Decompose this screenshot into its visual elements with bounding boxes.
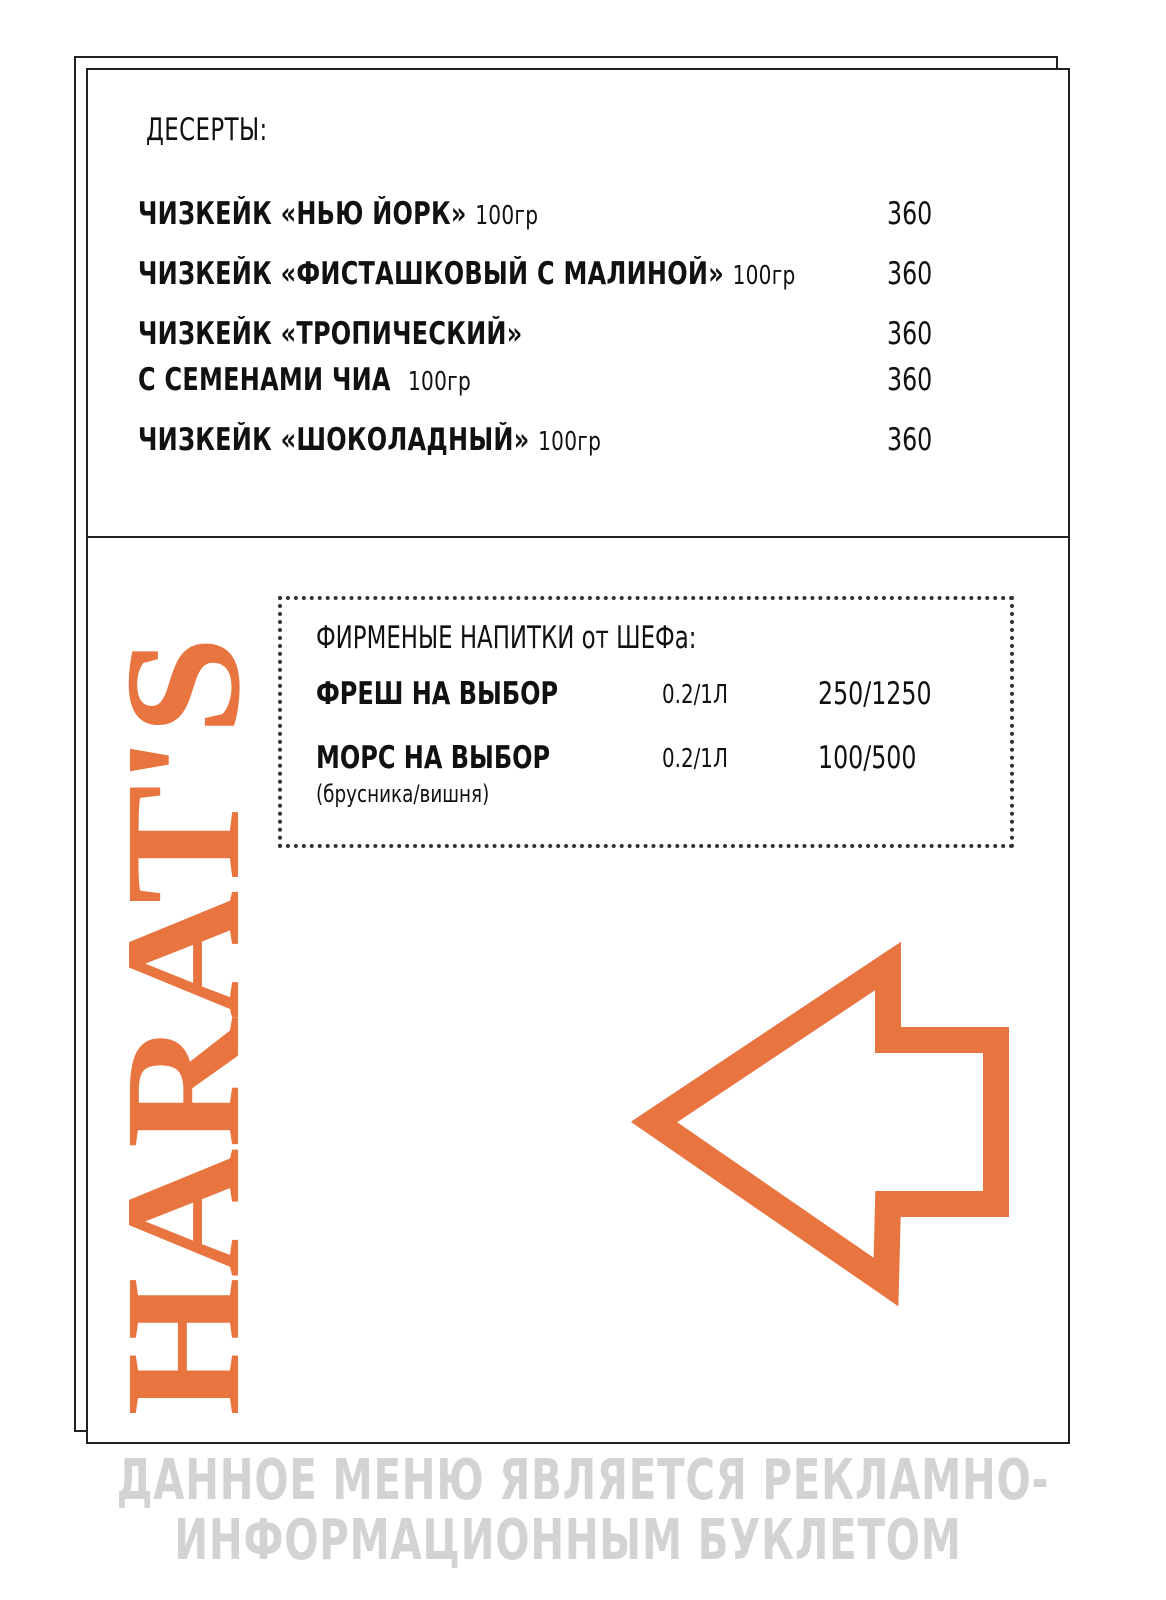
- item-name: С СЕМЕНАМИ ЧИА: [138, 362, 391, 398]
- drink-volume: 0.2/1Л: [662, 680, 728, 710]
- item-price: 360: [887, 316, 933, 352]
- menu-item: [138, 362, 525, 398]
- drink-note: (брусника/вишня): [316, 780, 490, 808]
- item-name: ЧИЗКЕЙК «ТРОПИЧЕСКИЙ»: [138, 316, 523, 352]
- desserts-title: ДЕСЕРТЫ:: [146, 112, 268, 148]
- logo-text: HARAT'S: [91, 694, 274, 1416]
- item-name: ЧИЗКЕЙК «ФИСТАШКОВЫЙ С МАЛИНОЙ»: [138, 256, 724, 292]
- drink-price: 250/1250: [818, 676, 932, 712]
- menu-item: [138, 422, 677, 458]
- left-arrow-icon: [646, 960, 1016, 1300]
- section-divider: [86, 536, 1070, 538]
- item-price: 360: [887, 256, 933, 292]
- item-name: ЧИЗКЕЙК «ШОКОЛАДНЫЙ»: [138, 422, 530, 458]
- drink-name: ФРЕШ НА ВЫБОР: [316, 676, 559, 712]
- item-price: 360: [887, 196, 933, 232]
- drink-price: 100/500: [818, 740, 917, 776]
- item-weight: 100гр: [475, 201, 539, 231]
- menu-item: [138, 196, 603, 232]
- item-price: 360: [887, 422, 933, 458]
- drink-name: МОРС НА ВЫБОР: [316, 740, 551, 776]
- drink-volume: 0.2/1Л: [662, 744, 728, 774]
- menu-item: [138, 316, 585, 352]
- drinks-title: ФИРМЕНЫЕ НАПИТКИ от ШЕФа:: [316, 620, 697, 656]
- menu-item: [138, 256, 903, 292]
- item-weight: 100гр: [538, 427, 602, 457]
- item-weight: 100гр: [732, 261, 796, 291]
- footer-line-1: ДАННОЕ МЕНЮ ЯВЛЯЕТСЯ РЕКЛАМНО-: [116, 1448, 1050, 1513]
- harats-logo: [91, 616, 274, 1416]
- item-price: 360: [887, 362, 933, 398]
- item-weight: 100гр: [407, 367, 471, 397]
- item-name: ЧИЗКЕЙК «НЬЮ ЙОРК»: [138, 196, 467, 232]
- footer-line-2: ИНФОРМАЦИОННЫМ БУКЛЕТОМ: [174, 1508, 963, 1573]
